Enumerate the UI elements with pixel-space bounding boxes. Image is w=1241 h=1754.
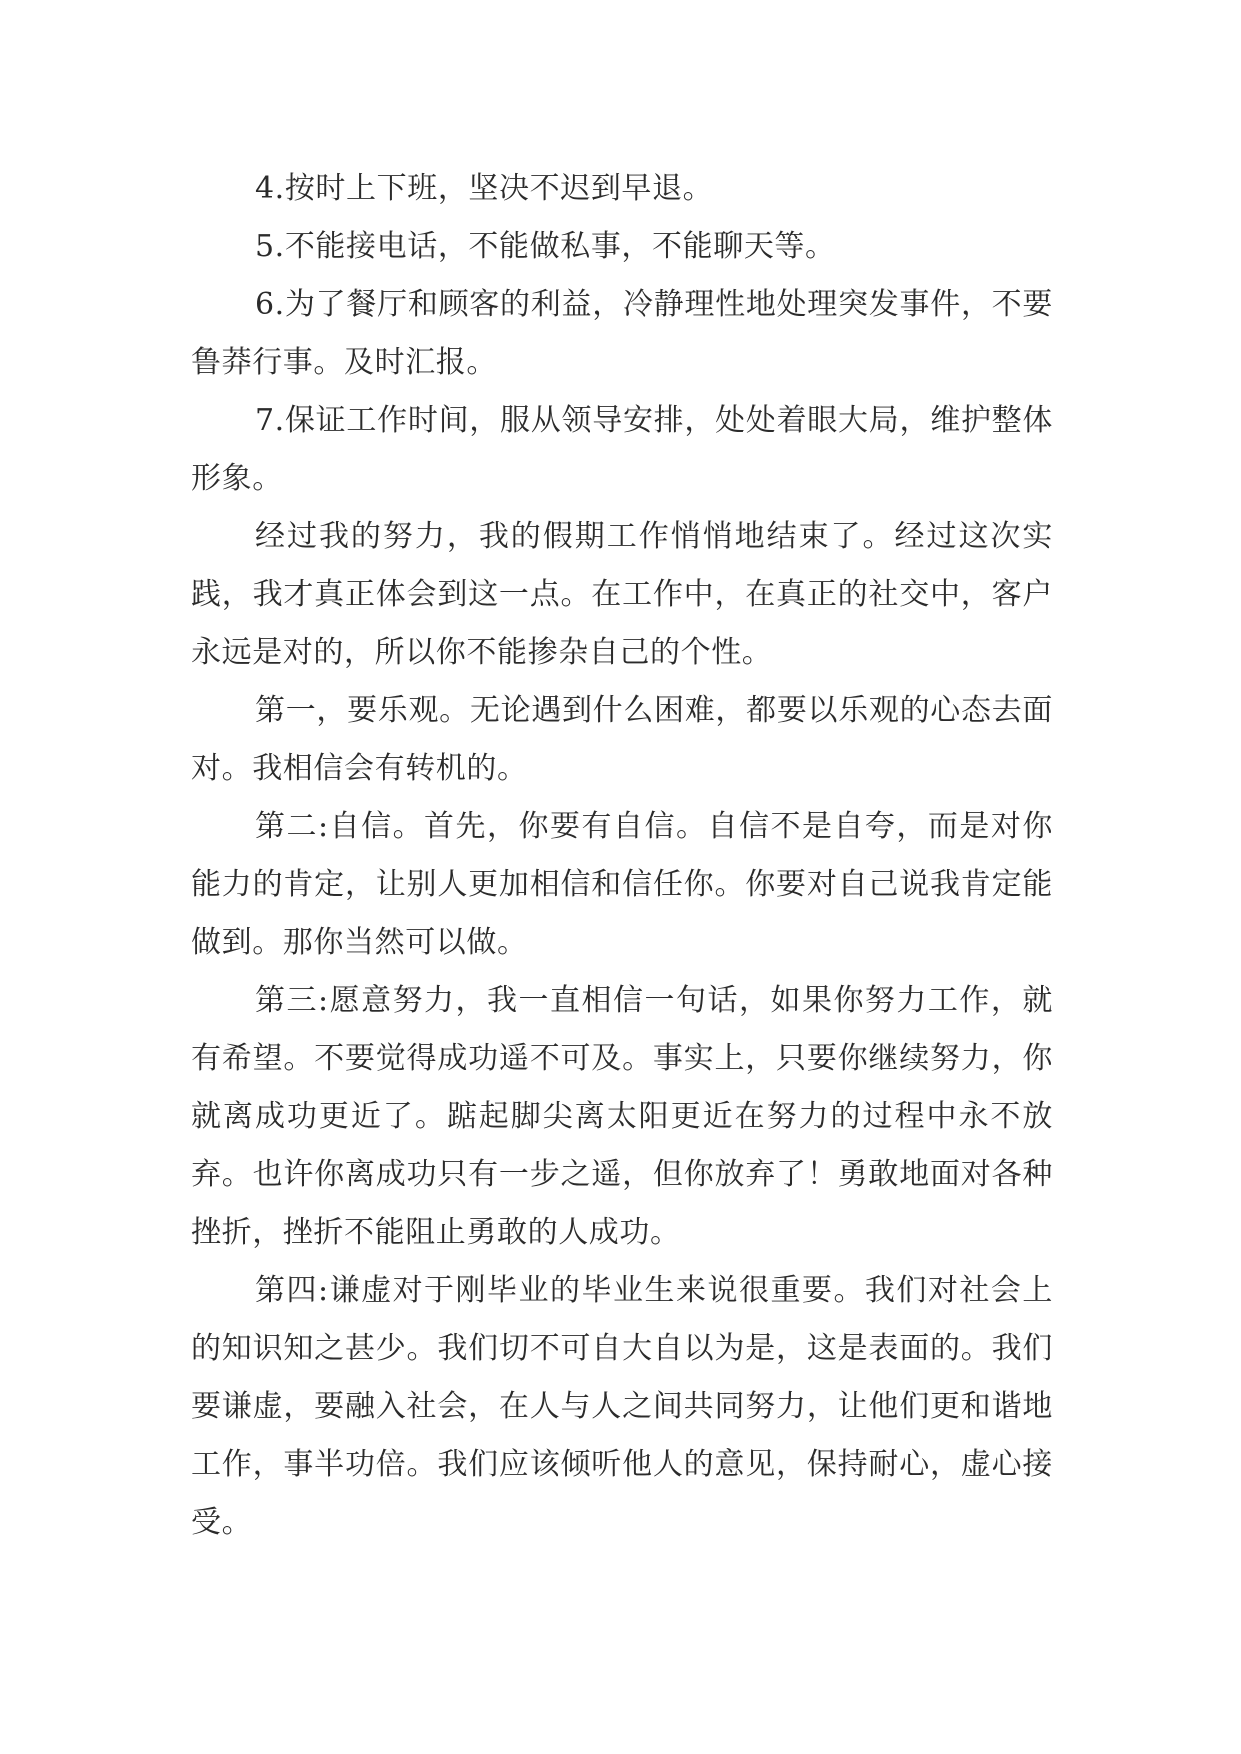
paragraph-point-1: 第一，要乐观。无论遇到什么困难，都要以乐观的心态去面对。我相信会有转机的。 [191, 693, 1053, 786]
paragraph-rule-4: 4.按时上下班，坚决不迟到早退。 [255, 171, 714, 206]
paragraph-rule-7: 7.保证工作时间，服从领导安排，处处着眼大局，维护整体形象。 [191, 403, 1053, 496]
paragraph-point-4: 第四:谦虚对于刚毕业的毕业生来说很重要。我们对社会上的知识知之甚少。我们切不可自大自以为是，这是表面的。我们要谦虚，要融入社会，在人与人之间共同努力，让他们更和谐地工作，事半功倍。我们应该倾听他人的意见，保持耐心，虚心接受。 [191, 1273, 1053, 1540]
paragraph-point-3: 第三:愿意努力，我一直相信一句话，如果你努力工作，就有希望。不要觉得成功遥不可及。事实上，只要你继续努力，你就离成功更近了。踮起脚尖离太阳更近在努力的过程中永不放弃。也许你离成功只有一步之遥，但你放弃了！勇敢地面对各种挫折，挫折不能阻止勇敢的人成功。 [191, 983, 1053, 1250]
paragraph-rule-5: 5.不能接电话，不能做私事，不能聊天等。 [255, 229, 836, 264]
paragraph-summary: 经过我的努力，我的假期工作悄悄地结束了。经过这次实践，我才真正体会到这一点。在工作中，在真正的社交中，客户永远是对的，所以你不能掺杂自己的个性。 [191, 519, 1053, 670]
document-body [191, 160, 1053, 1552]
paragraph-point-2: 第二:自信。首先，你要有自信。自信不是自夸，而是对你能力的肯定，让别人更加相信和信任你。你要对自己说我肯定能做到。那你当然可以做。 [191, 809, 1053, 960]
paragraph-rule-6: 6.为了餐厅和顾客的利益，冷静理性地处理突发事件，不要鲁莽行事。及时汇报。 [191, 287, 1053, 380]
